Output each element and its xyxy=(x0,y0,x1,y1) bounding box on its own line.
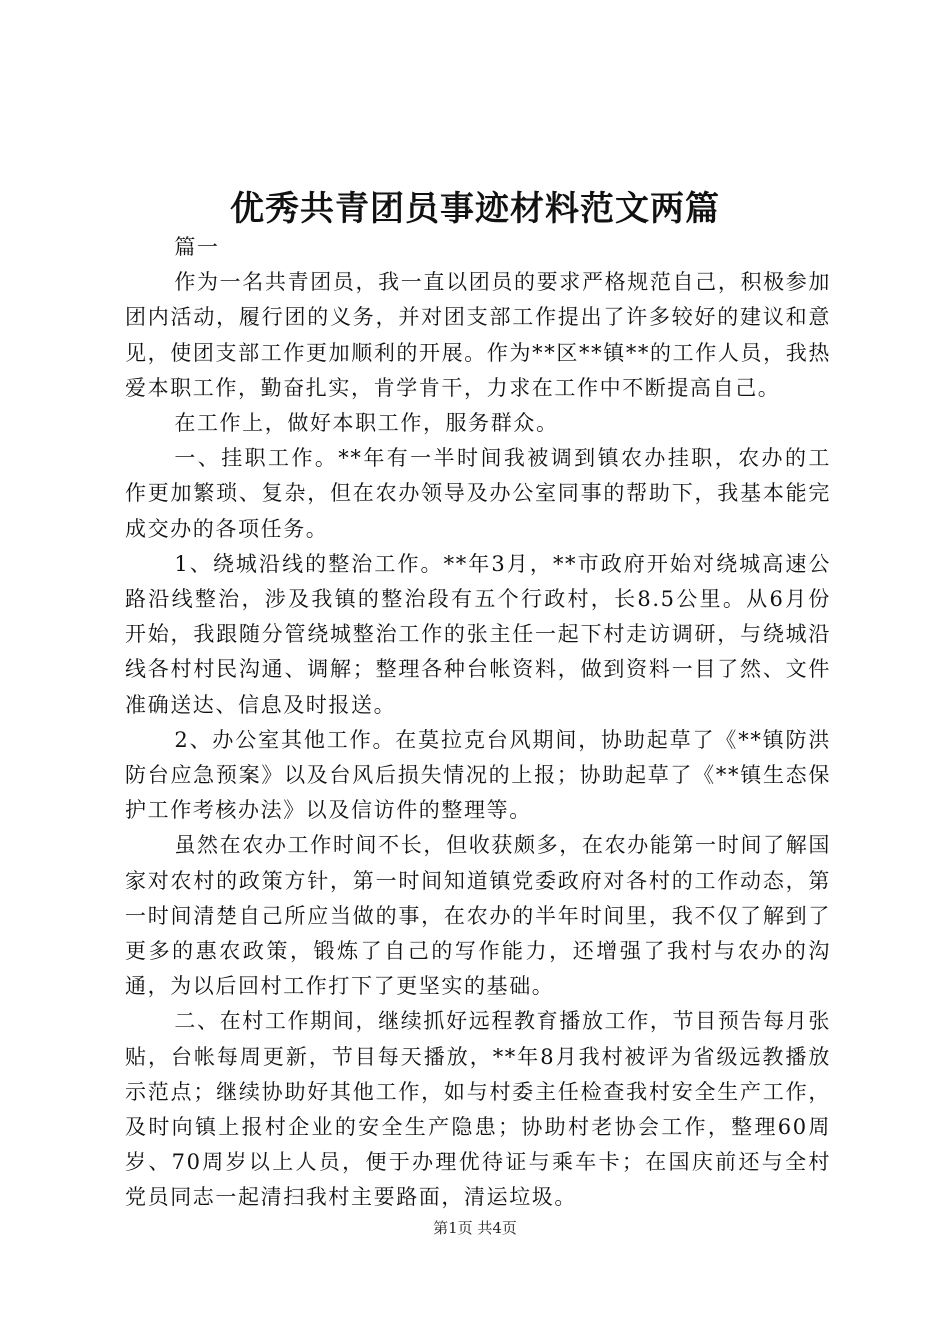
paragraph: 一、挂职工作。**年有一半时间我被调到镇农办挂职，农办的工作更加繁琐、复杂，但在农办领导及办公室同事的帮助下，我基本能完成交办的各项任务。 xyxy=(125,446,831,541)
page-number-footer: 第1页 共4页 xyxy=(433,1219,517,1237)
document-title: 优秀共青团员事迹材料范文两篇 xyxy=(230,189,720,229)
paragraph: 1、绕城沿线的整治工作。**年3月，**市政府开始对绕城高速公路沿线整治，涉及我镇的整治段有五个行政村，长8.5公里。从6月份开始，我跟随分管绕城整治工作的张主任一起下村走访调研，与绕城沿线各村村民沟通、调解；整理各种台帐资料，做到资料一目了然、文件准确送达、信息及时报送。 xyxy=(125,551,831,717)
paragraph: 二、在村工作期间，继续抓好远程教育播放工作，节目预告每月张贴，台帐每周更新，节目每天播放，**年8月我村被评为省级远教播放示范点；继续协助好其他工作，如与村委主任检查我村安全生产工作，及时向镇上报村企业的安全生产隐患；协助村老协会工作，整理60周岁、70周岁以上人员，便于办理优待证与乘车卡；在国庆前还与全村党员同志一起清扫我村主要路面，清运垃圾。 xyxy=(125,1009,831,1210)
section-heading: 篇一 xyxy=(174,235,220,259)
document-body xyxy=(125,230,831,1216)
paragraph: 虽然在农办工作时间不长，但收获颇多，在农办能第一时间了解国家对农村的政策方针，第一时间知道镇党委政府对各村的工作动态，第一时间清楚自己所应当做的事，在农办的半年时间里，我不仅了解到了更多的惠农政策，锻炼了自己的写作能力，还增强了我村与农办的沟通，为以后回村工作打下了更坚实的基础。 xyxy=(125,833,831,999)
paragraph: 在工作上，做好本职工作，服务群众。 xyxy=(174,411,559,436)
paragraph: 作为一名共青团员，我一直以团员的要求严格规范自己，积极参加团内活动，履行团的义务，并对团支部工作提出了许多较好的建议和意见，使团支部工作更加顺利的开展。作为**区**镇**的工作人员，我热爱本职工作，勤奋扎实，肯学肯干，力求在工作中不断提高自己。 xyxy=(125,270,831,400)
paragraph: 2、办公室其他工作。在莫拉克台风期间，协助起草了《**镇防洪防台应急预案》以及台风后损失情况的上报；协助起草了《**镇生态保护工作考核办法》以及信访件的整理等。 xyxy=(125,727,831,823)
